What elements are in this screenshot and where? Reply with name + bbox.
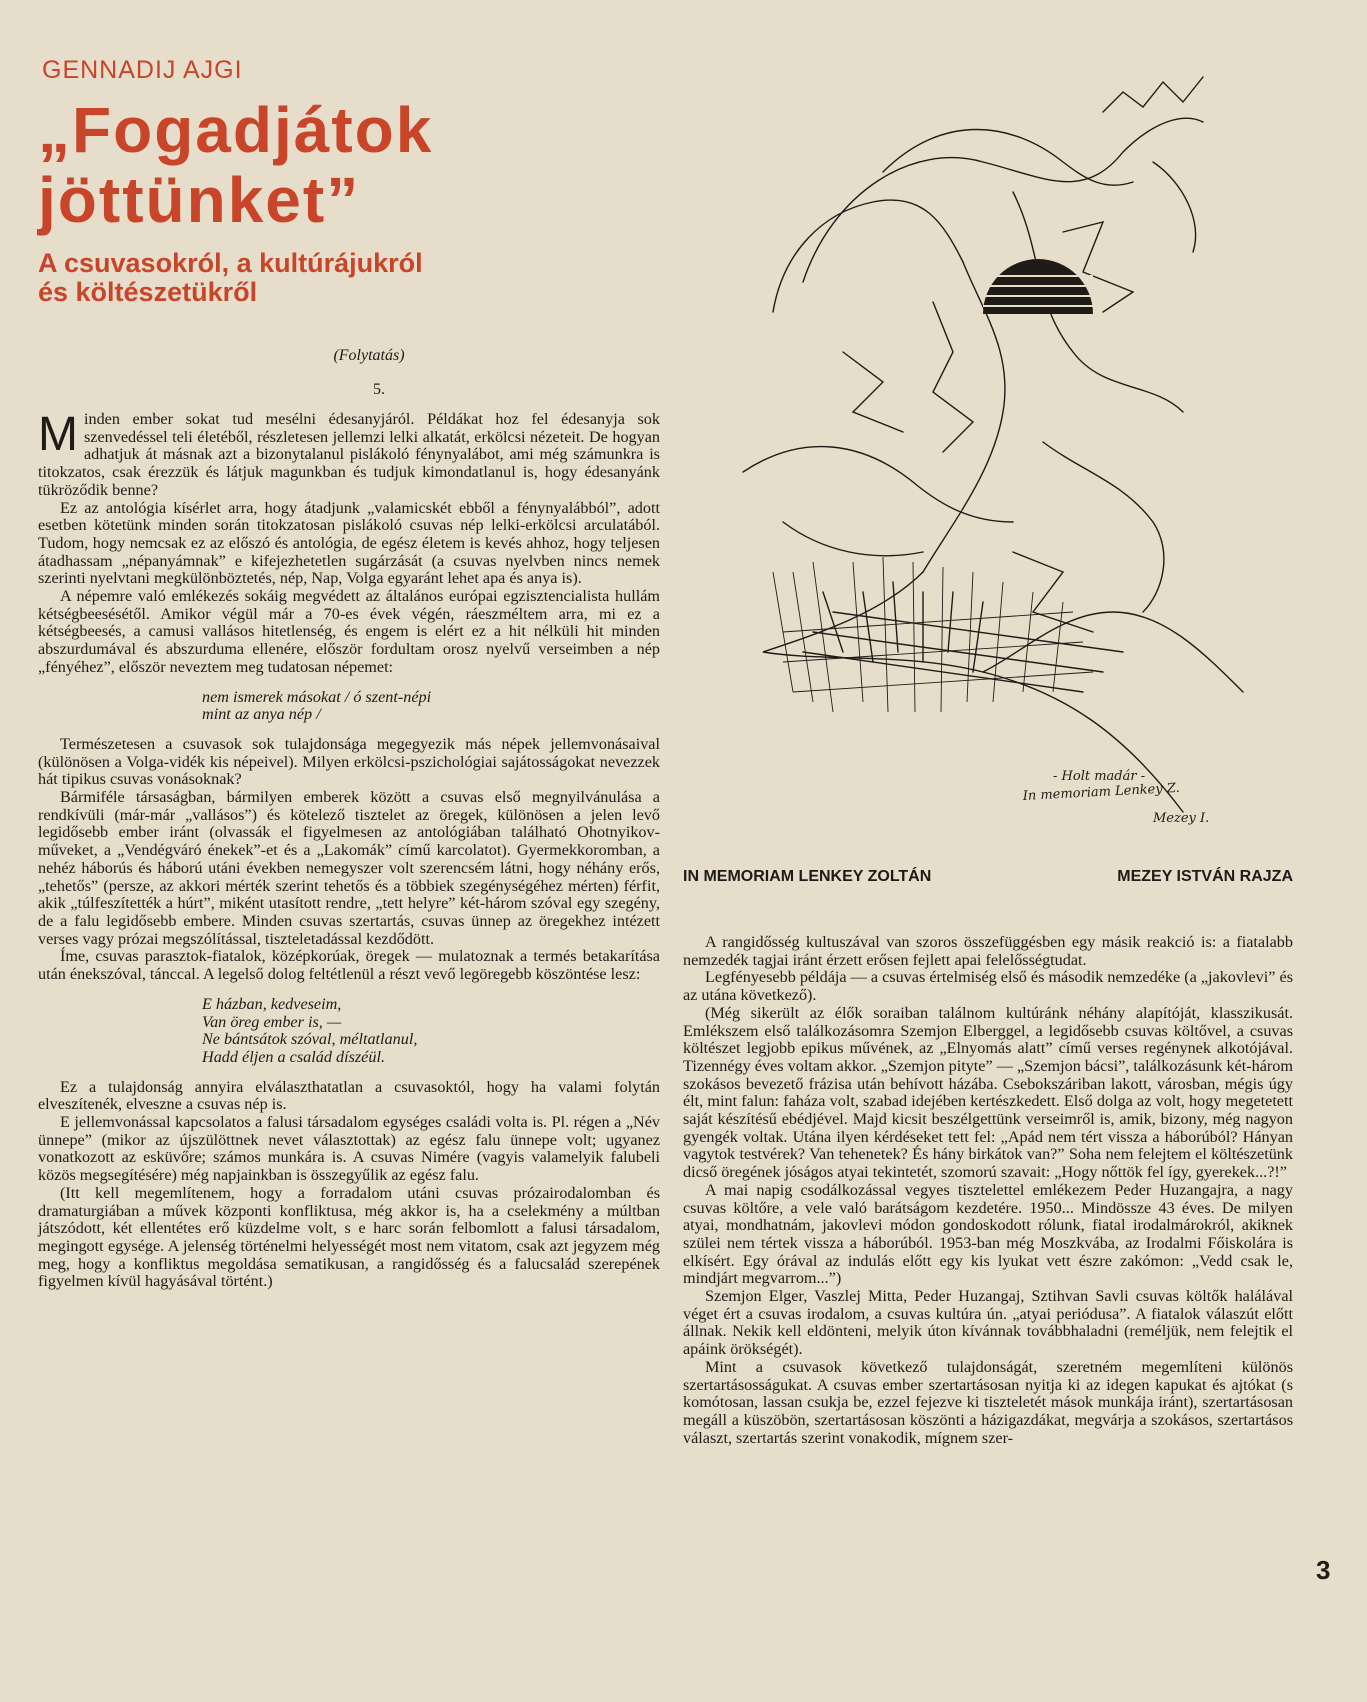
- poem-line: Ne bántsátok szóval, méltatlanul,: [202, 1030, 418, 1049]
- caption-left: IN MEMORIAM LENKEY ZOLTÁN: [683, 868, 932, 885]
- page-number: 3: [1316, 1555, 1331, 1585]
- article-title: [38, 95, 660, 235]
- title-line-1: „Fogadjátok: [38, 94, 434, 166]
- signature-line: In memoriam Lenkey Z.: [1022, 780, 1181, 804]
- subtitle-line-2: és költészetükről: [38, 277, 258, 307]
- section-number: 5.: [373, 381, 385, 398]
- subtitle-line-1: A csuvasokról, a kultúrájukról: [38, 248, 423, 278]
- paragraph: Bármiféle társaságban, bármilyen emberek között a csuvas első megnyilvánulása a rendkívüli (már-már „vallásos”) és kötelező tisztelet az öregek, különösen a jelen levő legidősebb ember iránt (olvassák el figyelmesen az antológiában található Ohotnyikov-műveket, a „Vendégváró énekek”-et és a „Lakomák” című karcolatot). Gyermekkoromban, a nehéz háborús és háború utáni években nemegyszer volt szerencsém látni, hogy néhány erős, „tehetős” (persze, az akkori mérték szerint tehetős és a többiek szegénységéhez mérten) férfit, akik „túlfeszítették a húrt”, miként utasított rendre, „tett helyre” két-három szóval egy szegény, de a falu legidősebb embere. Minden csuvas szertartás, csuvas ünnep az öregekhez intézett verses vagy prózai megszólítással, tiszteletadással kezdődött.: [38, 788, 660, 948]
- paragraph: Ez a tulajdonság annyira elválaszthatatlan a csuvasoktól, hogy ha valami folytán elveszítenék, elveszne a csuvas nép is.: [38, 1077, 660, 1114]
- sun-disc: [983, 259, 1093, 314]
- poem-line: nem ismerek másokat / ó szent-népi: [202, 687, 432, 706]
- poem-line: mint az anya nép /: [202, 705, 321, 724]
- signature-line: Mezey I.: [1153, 811, 1210, 826]
- poem-quote: [202, 996, 660, 1067]
- paragraph: Természetesen a csuvasok sok tulajdonsága megegyezik más népek jellemvonásaival (különösen a Volga-vidék kis népeivel). Milyen erkölcsi-pszichológiai sajátosságokat nevezzek hát tipikus csuvas vonásoknak?: [38, 734, 660, 789]
- article-subtitle: [38, 249, 660, 307]
- continuation-note: (Folytatás): [333, 347, 405, 364]
- paragraph: A rangidősség kultuszával van szoros összefüggésben egy másik reakció is: a fiatalabb nemzedék tagjai iránt érzett erősen fejlett apai felelősségtudat.: [683, 933, 1293, 969]
- caption-right: MEZEY ISTVÁN RAJZA: [1117, 868, 1293, 885]
- paragraph: E jellemvonással kapcsolatos a falusi társadalom egységes családi volta is. Pl. régen a „Név ünnepe” (mikor az újszülöttnek nevet választottak) az egész falu ünnepe volt; ugyanez vonatkozott az esküvőre; számos munkára is. A csuvas Nimére (vagyis valamelyik falubeli közös megsegítésére) még napjainkban is összegyűlik az egész falu.: [38, 1113, 660, 1185]
- paragraph: (Még sikerült az élők soraiban találnom kultúránk néhány alapítóját, klasszikusát. Emlékszem első találkozásomra Szemjon Elberggel, a legidősebb csuvas költővel, a csuvas költészet legjobb epikus művének, az „Elnyomás alatt” című verses regénynek alkotójával. Tizennégy éves voltam akkor. „Szemjon pityte” — „Szemjon bácsi”, találkozásunk két-három szokásos bevezető frázisa után behívott házába. Csebokszáriban lakott, városban, mégis úgy élt, mint falun: faháza volt, szabad idejében kertészkedett. Első dolga az volt, hogy megetetett saját készítésű ebédjével. Majd kicsit beszélgettünk verseimről is, amik, bizony, még nagyon gyengék voltak. Utána ilyen kérdéseket tett fel: „Apád nem tért vissza a háborúból? Hányan vagytok testvérek? Van tehenetek? És hány birkátok van?” Soha nem felejtem el költészetünk dicső öregének jóságos atyai tekintetét, szomorú szavait: „Hogy nőttök fel így, gyerekek...?!”: [683, 1003, 1293, 1182]
- paragraph: (Itt kell megemlítenem, hogy a forradalom utáni csuvas prózairodalomban és dramaturgiában a művek központi konfliktusa, még akkor is, ha a cselekmény a múltban játszódott, két ellentétes erő küzdelme volt, s e harc során felbomlott a falusi társadalom, megingott egysége. A jelenség történelmi helyességét most nem vitatom, csak azt jegyzem még meg, hogy a konfliktus megoldása sematikusan, a rangidősség és a falucsalád szerepének figyelmen kívül hagyásával történt.): [38, 1183, 660, 1291]
- right-column: [683, 934, 1293, 1447]
- poem-line: Van öreg ember is, —: [202, 1012, 342, 1031]
- paragraph-text: inden ember sokat tud mesélni édesanyjáról. Példákat hoz fel édesanyja sok szenvedéssel teli életéből, részletesen jellemzi lelki alkatát, erkölcsi nézeteit. De hogyan adhatjuk át másnak azt a bizonytalanul pislákoló fénynyalábot, ami még számunkra is titokzatos, csak érezzük és látjuk magunkban és tudjuk kimondatlanul is, hogy édesanyánk tükröződik benne?: [38, 410, 660, 499]
- poem-line: E házban, kedveseim,: [202, 994, 342, 1013]
- paragraph: Mint a csuvasok következő tulajdonságát, szeretném megemlíteni különös szertartásosságukat. A csuvas ember szertartásosan nyitja ki az idegen kapukat és ajtókat (s komótosan, lassan csukja be, ezzel fejezve ki tiszteletét mások munkája iránt), szertartásosan megáll a küszöbön, szertartásosan köszönti a házigazdákat, megvárja a szokásos, szertartásos választ, szertartás szerint vonakodik, mígnem szer-: [683, 1357, 1293, 1447]
- paragraph: Szemjon Elger, Vaszlej Mitta, Peder Huzangaj, Sztihvan Savli csuvas költők halálával véget ért a csuvas irodalom, a csuvas kultúra ún. „atyai periódusa”. A fiatalok válaszút előtt állnak. Nekik kell eldönteni, melyik úton kívánnak továbbhaladni (reméljük, nem felejtik el apáink örökségét).: [683, 1287, 1293, 1359]
- drop-cap: M: [38, 408, 78, 461]
- paragraph: Ez az antológia kísérlet arra, hogy átadjunk „valamicskét ebből a fénynyalábból”, adott esetben kötetünk minden során titokzatosan pislákoló csuvas nép lelki-erkölcsi arculatából. Tudom, hogy nemcsak ez az előszó és antológia, de egész életem is kevés ahhoz, hogy teljesen átadhassam „népanyámnak” e kifejezhetetlen sugárzását (a csuvas nyelvben nincs nemek szerinti nyelvtani megkülönböztetés, nép, Nap, Volga egyaránt lehet apa és anya is).: [38, 498, 660, 588]
- paragraph: [38, 408, 660, 500]
- pen-drawing-illustration: [683, 52, 1303, 864]
- paragraph: Íme, csuvas parasztok-fiatalok, középkorúak, öregek — mulatoznak a termés betakarítása után énekszóval, tánccal. A legelső dolog feltétlenül a részt vevő legöregebb köszöntése lesz:: [38, 947, 660, 984]
- poem-quote: [202, 689, 660, 724]
- illustration-caption: [683, 868, 1293, 886]
- paragraph: A mai napig csodálkozással vegyes tisztelettel emlékezem Peder Huzangajra, a nagy csuvas költőre, a vele való barátságom kezdetére. 1950... Mindössze 43 éves. De milyen atyai, mondhatnám, jakovlevi módon gondoskodott rólunk, fiatal irodalmárokról, akiknek szülei nem tértek vissza a háborúból. 1953-ban még Moszkvába, az Irodalmi Főiskolára is elkísért. Egy órával az indulás előtt egy kis lyukat vett észre zakómon: „Vedd csak le, mindjárt megvarrom...”): [683, 1180, 1293, 1288]
- poem-line: Hadd éljen a család díszéül.: [202, 1047, 385, 1066]
- left-column: [38, 52, 660, 1291]
- paragraph: A népemre való emlékezés sokáig megvédett az általános európai egzisztencialista hullám kétségbeesésétől. Amikor végül már a 70-es évek végén, ráeszméltem arra, mi ez a kétségbeesés, a camusi vallásos hitetlenség, és engem is elért ez a hit nélküli hit minden abszurdumával és abszurduma ellenére, először fordultam orosz nyelvű verseimben a nép „fényéhez”, először neveztem meg tudatosan népemet:: [38, 587, 660, 676]
- author-name: GENNADIJ AJGI: [42, 56, 243, 84]
- title-line-2: jöttünket”: [38, 164, 361, 236]
- paragraph: Legfényesebb példája — a csuvas értelmiség első és második nemzedéke (a „jakovlevi” és az utána következő).: [683, 968, 1293, 1005]
- signature-line: - Holt madár -: [1053, 769, 1146, 784]
